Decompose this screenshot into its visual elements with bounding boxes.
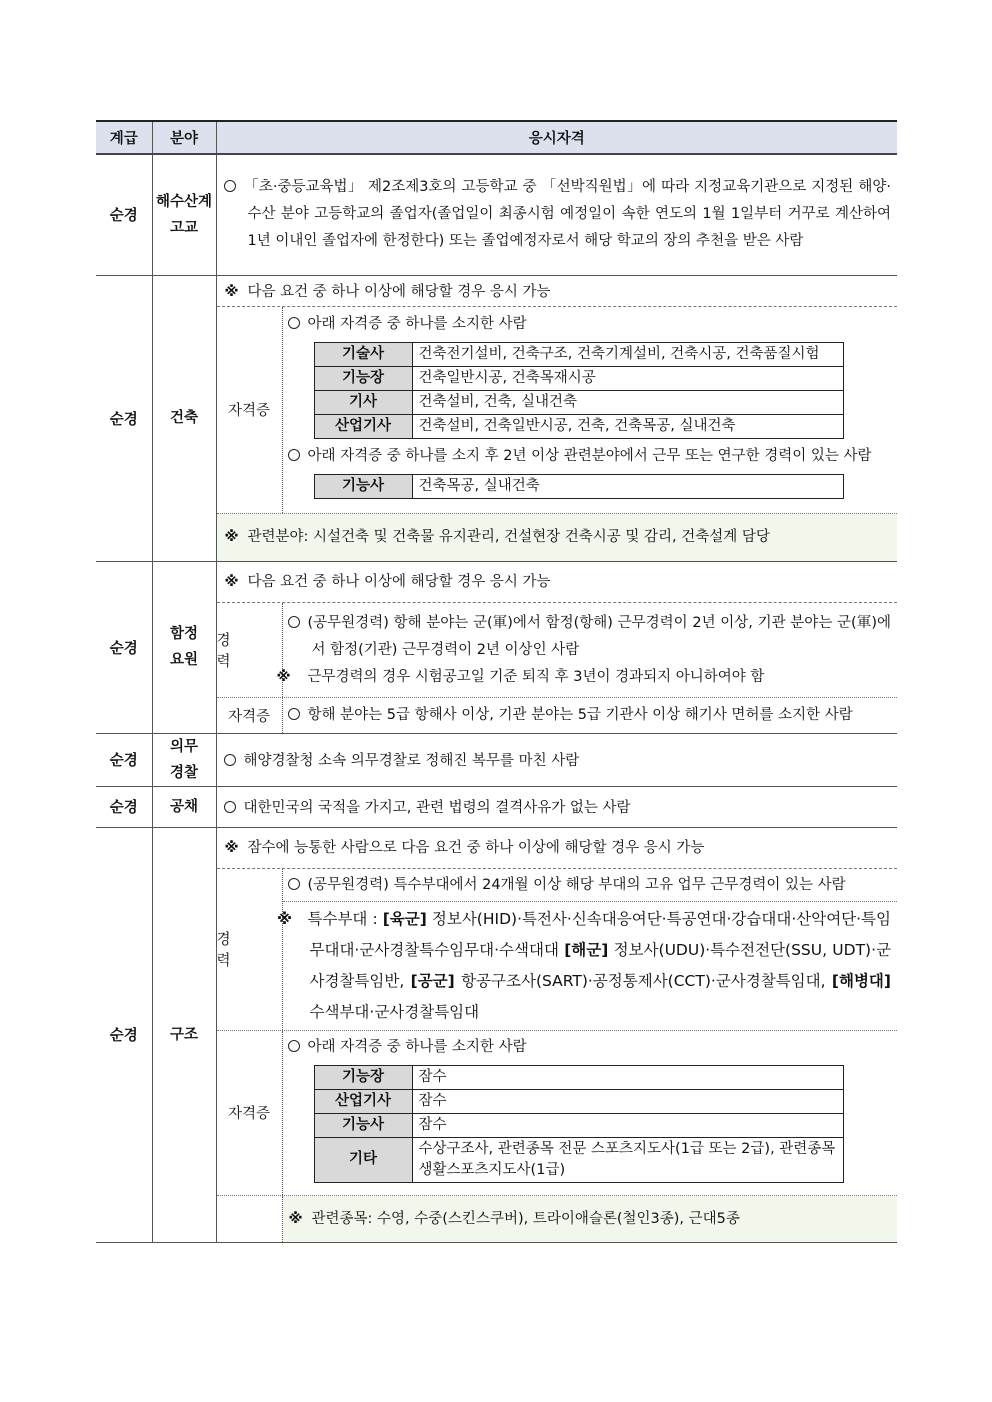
certificate-table [314,474,844,499]
cert-type: 기사 [314,390,412,414]
field-line: 요원 [169,652,198,668]
field-line: 해수산계 [155,193,213,210]
cert-list: 건축설비, 건축일반시공, 건축, 건축목공, 실내건축 [412,414,843,438]
airforce-units: 항공구조사(SART)·공정통제사(CCT)·군사경찰특임대, [454,971,832,990]
certificate-table [314,1065,844,1183]
qualification-text: 대한민국의 국적을 가지고, 관련 법령의 결격사유가 없는 사람 [243,800,631,816]
certificate-table [314,342,844,439]
bullet-text: (공무원경력) 항해 분야는 군(軍)에서 함정(항해) 근무경력이 2년 이상, 기관 분야는 군(軍)에서 함정(기관) 근무경력이 2년 이상인 사람 [307,614,891,658]
table-row [314,366,843,390]
reference-mark-icon: ※ [288,1210,303,1227]
qualification-table [96,120,897,1243]
cert-type: 기술사 [314,342,412,366]
circle-bullet-icon [288,616,300,628]
marine-units: 수색부대·군사경찰특임대 [309,1002,480,1021]
list-item [288,311,892,338]
list-item [224,174,892,255]
table-row [314,390,843,414]
field-cell [152,733,216,786]
table-row [96,154,897,275]
cert-type: 기능사 [314,1113,412,1137]
table-row [314,414,843,438]
qualification-text: 해양경찰청 소속 의무경찰로 정해진 복무를 마친 사람 [243,753,580,769]
airforce-tag: [공군] [410,971,455,990]
circle-bullet-icon [224,801,236,813]
grade-cell: 순경 [96,561,152,733]
circle-bullet-icon [224,180,236,192]
qualification-text: 「초·중등교육법」 제2조제3호의 고등학교 중 「선박직원법」에 따라 지정교육기관으로 지정된 해양·수산 분야 고등학교의 졸업자(졸업일이 최종시험 예정일이 속한 연도의 1월 1일부터 거꾸로 계산하여 1년 이내인 졸업자에 한정한다) 또는 졸업예정자로서 해당 학교의 장의 추천을 받은 사람 [243,179,891,250]
table-row [314,342,843,366]
sub-label-text: 경 력 [216,632,245,670]
header-qualification: 응시자격 [216,121,897,154]
cert-type: 산업기사 [314,414,412,438]
cert-type: 기타 [314,1137,412,1182]
circle-bullet-icon [288,1040,300,1052]
table-row [96,561,897,733]
cert-list: 건축설비, 건축, 실내건축 [412,390,843,414]
field-line: 함정 [169,626,198,642]
reference-mark-icon: ※ [276,668,291,685]
cert-list: 건축일반시공, 건축목재시공 [412,366,843,390]
cert-list: 잠수 [412,1113,843,1137]
sub-label-text: 경 력 [216,932,245,969]
sub-label [217,869,283,1030]
table-row [96,786,897,827]
table-header [96,121,897,154]
note-text: 관련종목: 수영, 수중(스킨스쿠버), 트라이애슬론(철인3종), 근대5종 [311,1210,740,1227]
special-forces-list [276,902,898,1028]
cert-type: 산업기사 [314,1089,412,1113]
intro-text: 다음 요건 중 하나 이상에 해당할 경우 응시 가능 [247,573,551,590]
reference-mark-icon: ※ [224,573,239,590]
cert-type: 기능장 [314,366,412,390]
list-item [288,872,892,899]
navy-tag: [해군] [564,940,609,959]
cert-type: 기능장 [314,1065,412,1089]
list-item [288,610,892,664]
cert-list: 잠수 [412,1089,843,1113]
circle-bullet-icon [288,317,300,329]
bullet-text: (공무원경력) 특수부대에서 24개월 이상 해당 부대의 고유 업무 근무경력이 있는 사람 [307,876,846,893]
sub-label: 자격증 [217,1031,283,1195]
list-item [276,664,892,691]
list-item [288,702,892,729]
table-row [314,1089,843,1113]
bullet-text: 항해 분야는 5급 항해사 이상, 기관 분야는 5급 기관사 이상 해기사 면허를 소지한 사람 [307,706,853,723]
field-line: 경찰 [169,764,198,781]
qualification-document [96,120,897,1243]
table-row [314,1113,843,1137]
note-text: 근무경력의 경우 시험공고일 기준 퇴직 후 3년이 경과되지 아니하여야 함 [307,668,765,685]
field-cell: 구조 [152,827,216,1242]
circle-bullet-icon [288,878,300,890]
field-cell: 공채 [152,786,216,827]
table-row [96,827,897,1242]
bullet-text: 아래 자격증 중 하나를 소지한 사람 [307,315,527,332]
cert-list: 잠수 [412,1065,843,1089]
field-line: 의무 [169,738,198,755]
marine-tag: [해병대] [831,971,891,990]
grade-cell: 순경 [96,154,152,275]
navy-units: 정보사(UDU)·특수전전단(SSU, UDT)·군사경찰특임반, [309,940,891,990]
grade-cell: 순경 [96,275,152,561]
table-row [314,1137,843,1182]
sub-label: 자격증 [217,698,283,733]
cert-type: 기능사 [314,474,412,498]
cert-list: 건축전기설비, 건축구조, 건축기계설비, 건축시공, 건축품질시험 [412,342,843,366]
list-item [276,904,892,1028]
intro-text: 잠수에 능통한 사람으로 다음 요건 중 하나 이상에 해당할 경우 응시 가능 [247,839,705,856]
field-cell [152,561,216,733]
cert-list: 수상구조사, 관련종목 전문 스포츠지도사(1급 또는 2급), 관련종목 생활스포츠지도사(1급) [412,1137,843,1182]
grade-cell: 순경 [96,733,152,786]
table-row [314,1065,843,1089]
army-units: 정보사(HID)·특전사·신속대응여단·특공연대·강습대대·산악여단·특임무대대·군사경찰특수임무대·수색대대 [309,909,892,959]
reference-mark-icon: ※ [224,283,239,300]
sub-label [217,603,283,697]
list-item [288,1034,892,1061]
bullet-text: 아래 자격증 중 하나를 소지 후 2년 이상 관련분야에서 근무 또는 연구한 경력이 있는 사람 [307,447,872,464]
table-row [96,275,897,561]
cert-list: 건축목공, 실내건축 [412,474,843,498]
field-line: 고교 [169,219,198,236]
sub-label: 자격증 [217,307,283,513]
field-cell [152,154,216,275]
grade-cell: 순경 [96,827,152,1242]
header-grade: 계급 [96,121,152,154]
intro-text: 다음 요건 중 하나 이상에 해당할 경우 응시 가능 [247,283,551,300]
table-row [314,474,843,498]
field-cell: 건축 [152,275,216,561]
reference-mark-icon: ※ [276,909,293,928]
circle-bullet-icon [224,754,236,766]
grade-cell: 순경 [96,786,152,827]
list-item [288,443,892,470]
bullet-text: 아래 자격증 중 하나를 소지한 사람 [307,1038,527,1055]
reference-mark-icon: ※ [224,839,239,856]
sf-prefix: 특수부대 : [307,909,383,928]
army-tag: [육군] [382,909,427,928]
note-text: 관련분야: 시설건축 및 건축물 유지관리, 건설현장 건축시공 및 감리, 건축설계 담당 [247,528,770,545]
circle-bullet-icon [288,449,300,461]
table-row [96,733,897,786]
circle-bullet-icon [288,708,300,720]
header-field: 분야 [152,121,216,154]
reference-mark-icon: ※ [224,528,239,545]
